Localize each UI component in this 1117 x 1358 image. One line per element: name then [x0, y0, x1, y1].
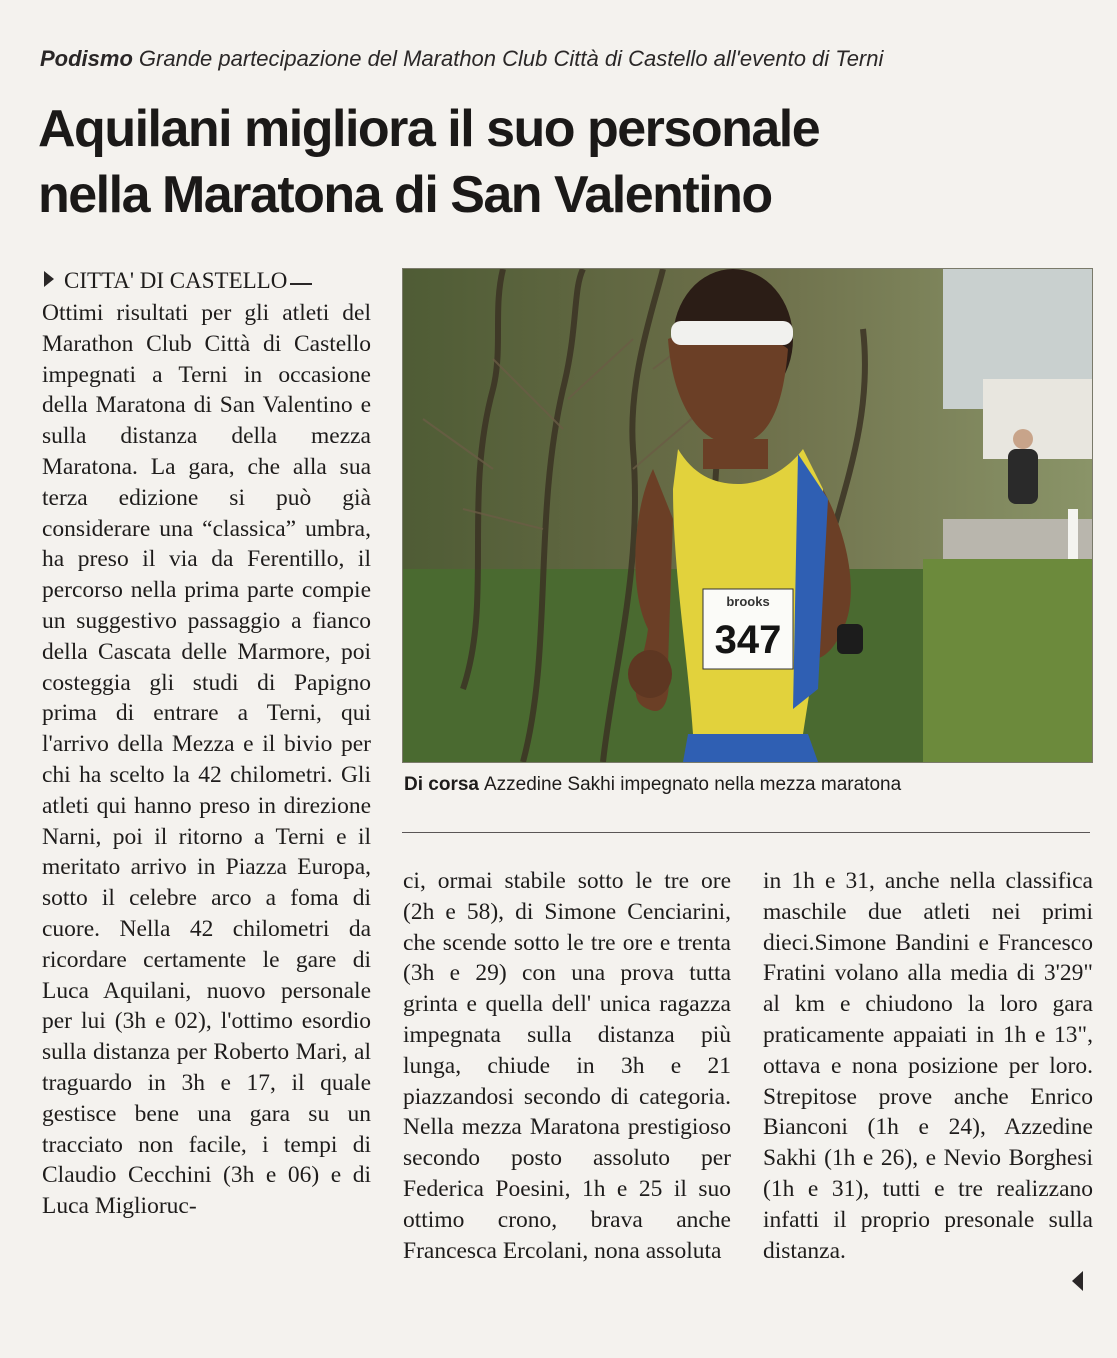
- dateline: [44, 266, 374, 296]
- bib-brand: brooks: [726, 594, 770, 609]
- caption-text: Azzedine Sakhi impegnato nella mezza maratona: [483, 774, 902, 795]
- bib-number: 347: [714, 618, 782, 662]
- caption-divider: [402, 832, 1090, 833]
- headline-line-2: nella Maratona di San Valentino: [38, 166, 772, 224]
- runner-photo: [403, 269, 1092, 762]
- section-label: Podismo: [40, 46, 133, 71]
- dateline-rule: [290, 283, 312, 285]
- body-text-col-1: Ottimi risultati per gli atleti del Marathon Club Città di Castello impegnati a Terni in occasione della Maratona di San Valentino e sulla distanza della mezza Maratona. La gara, che alla sua terza edizione si può già considerare una “classica” umbra, ha preso il via da Ferentillo, il percorso nella prima parte compie un suggestivo passaggio a fianco della Cascata delle Marmore, poi costeggia gli studi di Papigno prima di entrare a Terni, qui l'arrivo della Mezza e il bivio per chi ha scelto la 42 chilometri. Gli atleti qui hanno preso in direzione Narni, poi il ritorno a Terni e il meritato arrivo in Piazza Europa, sotto il celebre arco a foma di cuore. Nella 42 chilometri da ricordare certamente le gare di Luca Aquilani, nuovo personale per lui (3h e 02), l'ottimo esordio sulla distanza per Roberto Mari, al traguardo in 3h e 17, il quale gestisce bene una gara su un tracciato non facile, i tempi di Claudio Cecchini (3h e 06) e di Luca Miglioruc-: [42, 300, 371, 1220]
- headline: [38, 96, 1098, 228]
- body-column-3: [763, 866, 1093, 1266]
- body-column-1: [42, 298, 371, 1222]
- caption-lead: Di corsa: [404, 774, 479, 795]
- dateline-text: CITTA' DI CASTELLO: [64, 268, 288, 293]
- kicker: [40, 44, 1080, 74]
- body-column-2: [403, 866, 731, 1266]
- body-text-col-3: in 1h e 31, anche nella classifica maschile due atleti nei primi dieci.Simone Bandini e Francesco Fratini volano alla media di 3'29" al km e chiudono la loro gara praticamente appaiati in 1h e 13", ottava e nona posizione per loro. Strepitose prove anche Enrico Bianconi (1h e 24), Azzedine Sakhi (1h e 26), e Nevio Borghesi (1h e 31), tutti e tre realizzano infatti il proprio presonale sulla distanza.: [763, 868, 1093, 1264]
- article-photo: [402, 268, 1093, 763]
- dateline-arrow-icon: [44, 271, 54, 287]
- photo-caption: [404, 772, 1094, 798]
- headline-line-1: Aquilani migliora il suo personale: [38, 100, 820, 158]
- body-text-col-2: ci, ormai stabile sotto le tre ore (2h e 58), di Simone Cenciarini, che scende sotto le tre ore e trenta (3h e 29) con una prova tutta grinta e quella dell' unica ragazza impegnata sulla distanza più lunga, chiude in 3h e 21 piazzandosi secondo di categoria. Nella mezza Maratona prestigioso secondo posto assoluto per Federica Poesini, 1h e 25 il suo ottimo crono, brava anche Francesca Ercolani, nona assoluta: [403, 868, 731, 1264]
- kicker-text: Grande partecipazione del Marathon Club Città di Castello all'evento di Terni: [138, 46, 884, 71]
- end-of-article-icon: [1072, 1271, 1083, 1291]
